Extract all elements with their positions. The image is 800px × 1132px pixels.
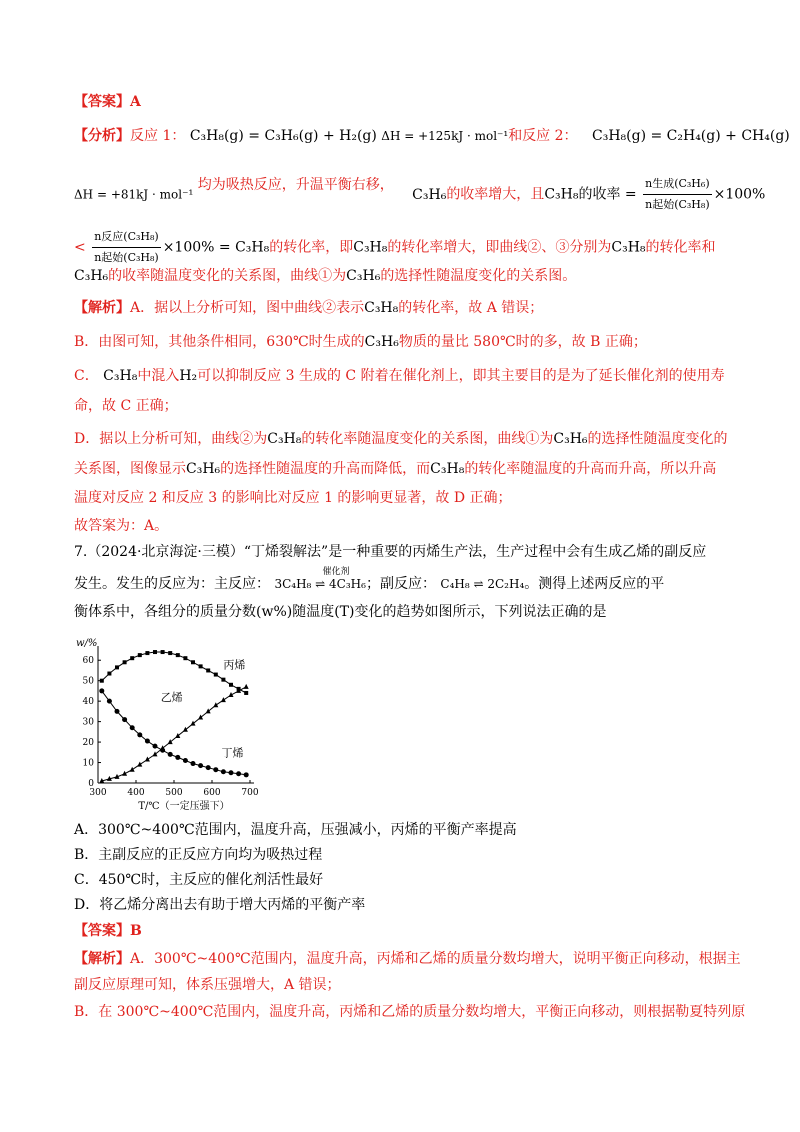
jiexi-line-D2 [74, 459, 716, 479]
q7-stem-1 [74, 542, 706, 562]
point-丙烯 [138, 653, 142, 657]
point-丁烯 [107, 699, 112, 704]
point-丁烯 [160, 748, 165, 753]
jiexi-line-B [74, 332, 647, 352]
c3h6-formula: C₃H₆ [553, 431, 588, 447]
point-丙烯 [229, 683, 233, 687]
option-B-text: B．主副反应的正反应方向均为吸热过程 [74, 847, 323, 863]
point-丁烯 [183, 758, 188, 763]
point-乙烯 [145, 756, 150, 761]
x-tick-label: 400 [127, 788, 145, 798]
jiexi-D-text-7: 温度对反应 2 和反应 3 的影响比对反应 1 的影响更显著，故 D 正确； [74, 490, 512, 506]
x-axis-label: T/℃（一定压强下） [138, 801, 230, 812]
point-丙烯 [168, 651, 172, 655]
main-reaction-equation: 3C₄H₈ ⇌ 4C₃H₆ [274, 577, 366, 591]
point-丙烯 [123, 660, 127, 664]
jiexi-line-C [74, 366, 725, 386]
h2-formula: H₂ [179, 368, 198, 384]
q7-stem-text-3: ；副反应： [365, 576, 436, 592]
c3h6-formula: C₃H₆ [412, 186, 447, 203]
y-axis-label: w/% [76, 638, 98, 649]
q7-stem-3 [74, 602, 606, 622]
point-丁烯 [198, 763, 203, 768]
point-丁烯 [153, 744, 158, 749]
point-丙烯 [161, 650, 165, 654]
q7-jiexi-A [74, 949, 741, 969]
q7-jiexi-A2 [74, 975, 341, 995]
point-丙烯 [214, 673, 218, 677]
side-reaction-equation: C₄H₈ ⇌ 2C₂H₄ [440, 577, 525, 591]
analysis-line-4 [74, 266, 576, 286]
point-丙烯 [191, 660, 195, 664]
catalyst-label: 催化剂 [322, 567, 350, 577]
q7-stem-2 [74, 567, 665, 594]
point-丁烯 [122, 717, 127, 722]
point-丙烯 [115, 665, 119, 669]
point-丙烯 [244, 691, 248, 695]
answer-value: A [130, 94, 141, 110]
endothermic-text: 均为吸热反应，升温平衡右移， [197, 176, 394, 193]
y-tick-label: 0 [88, 779, 94, 789]
point-乙烯 [191, 721, 196, 726]
q7-answer-line [74, 921, 142, 941]
point-丙烯 [145, 651, 149, 655]
jiexi-C-end: 命，故 C 正确； [74, 398, 178, 414]
point-丁烯 [229, 770, 234, 775]
c3h8-formula: C₃H₈ [364, 300, 399, 316]
c3h8-formula: C₃H₈ [235, 239, 270, 256]
point-丁烯 [145, 739, 150, 744]
reaction-1-enthalpy: ΔH = +125kJ · mol⁻¹ [381, 129, 509, 143]
times-100-eq: ×100% = [162, 239, 231, 256]
jiexi-D-text-6: 的转化率随温度的升高而升高，所以升高 [464, 461, 717, 477]
reaction-2-label: 和反应 2： [508, 128, 578, 144]
c3h6-formula: C₃H₆ [186, 461, 221, 477]
point-丁烯 [244, 772, 249, 777]
jiexi-B-text: B．由图可知，其他条件相同，630℃时生成的 [74, 334, 365, 350]
reaction-2-equation: C₃H₈(g) = C₂H₄(g) + CH₄(g) [592, 128, 790, 144]
q7-jiexi-A-text: A．300℃~400℃范围内，温度升高，丙烯和乙烯的质量分数均增大，说明平衡正向移动，根据主 [130, 951, 741, 967]
c3h8-formula: C₃H₈ [353, 239, 388, 256]
yield-fraction-denominator: n起始(C₃H₈) [645, 198, 710, 211]
jiexi-C-text-2: 可以抑制反应 3 生成的 C 附着在催化剂上，即其主要目的是为了延长催化剂的使用寿 [197, 368, 725, 384]
jiexi-A-text: A．据以上分析可知，图中曲线②表示 [130, 300, 365, 316]
q7-stem-text-1: 7.（2024·北京海淀·三模）“丁烯裂解法”是一种重要的丙烯生产法，生产过程中会有生成乙烯的副反应 [74, 544, 707, 560]
jiexi-D-text-2: 的转化率随温度变化的关系图，曲线①为 [301, 431, 554, 447]
jiexi-D-text-5: 的选择性随温度的升高而降低，而 [220, 461, 431, 477]
point-丁烯 [130, 725, 135, 730]
point-乙烯 [175, 733, 180, 738]
reaction-1-equation: C₃H₈(g) = C₃H₆(g) + H₂(g) [189, 128, 377, 144]
point-丁烯 [99, 688, 104, 693]
times-100: ×100% [713, 186, 766, 203]
point-丁烯 [175, 755, 180, 760]
point-丁烯 [221, 769, 226, 774]
q7-option-A [74, 820, 517, 840]
y-tick-label: 50 [82, 676, 94, 687]
point-丙烯 [107, 672, 111, 676]
y-tick-label: 40 [82, 697, 94, 708]
c3h6-formula: C₃H₆ [346, 268, 381, 284]
q7-option-B [74, 845, 322, 865]
q7-option-C [74, 870, 323, 890]
x-tick-label: 600 [203, 788, 221, 798]
x-tick-label: 500 [165, 788, 183, 798]
curve-1-text: 的收率随温度变化的关系图，曲线①为 [108, 268, 347, 284]
less-than: < [74, 239, 86, 256]
q7-stem-text-4: 。测得上述两反应的平 [524, 576, 665, 592]
point-丙烯 [153, 650, 157, 654]
point-丁烯 [206, 765, 211, 770]
jiexi-line-A [74, 298, 543, 318]
c3h8-formula: C₃H₈ [611, 239, 646, 256]
q7-jiexi-B-text: B．在 300℃~400℃范围内，温度升高，丙烯和乙烯的质量分数均增大，平衡正向移动，则根据勒夏特列原 [74, 1004, 746, 1020]
q7-answer-tag: 【答案】 [74, 923, 130, 939]
point-丁烯 [168, 752, 173, 757]
jiexi-B-end: 物质的量比 580℃时的多，故 B 正确； [398, 334, 647, 350]
option-D-text: D．将乙烯分离出去有助于增大丙烯的平衡产率 [74, 897, 366, 913]
point-丙烯 [221, 678, 225, 682]
point-丁烯 [236, 771, 241, 776]
conclusion-line [74, 516, 168, 536]
q7-option-D [74, 895, 365, 915]
point-乙烯 [130, 767, 135, 772]
main-reaction [274, 567, 366, 594]
yield-fraction-numerator: n生成(C₃H₆) [643, 174, 712, 195]
q7-stem-text-5: 衡体系中，各组分的质量分数(w%)随温度(T)变化的趋势如图所示，下列说法正确的是 [74, 604, 607, 620]
point-丙烯 [199, 664, 203, 668]
conversion-fraction-denominator: n起始(C₃H₈) [94, 251, 159, 264]
series-label-丙烯: 丙烯 [223, 658, 246, 672]
conversion-text: 的转化率，即 [269, 239, 354, 256]
jiexi-A-end: 的转化率，故 A 错误； [398, 300, 544, 316]
selectivity-text: 的选择性随温度变化的关系图。 [380, 268, 577, 284]
point-丙烯 [206, 668, 210, 672]
point-丙烯 [176, 653, 180, 657]
reaction-1-label: 反应 1： [130, 128, 186, 144]
series-label-丁烯: 丁烯 [221, 746, 244, 760]
point-乙烯 [213, 702, 218, 707]
jiexi-tag: 【解析】 [74, 300, 130, 316]
point-丁烯 [115, 709, 120, 714]
y-tick-label: 60 [82, 656, 94, 667]
y-tick-label: 30 [82, 717, 94, 728]
option-C-text: C．450℃时，主反应的催化剂活性最好 [74, 872, 324, 888]
point-乙烯 [244, 684, 249, 689]
point-乙烯 [168, 739, 173, 744]
point-丁烯 [191, 761, 196, 766]
x-tick-label: 300 [89, 788, 107, 798]
jiexi-D-text-4: 关系图，图像显示 [74, 461, 186, 477]
q7-stem-text-2: 发生。发生的反应为：主反应： [74, 576, 270, 592]
jiexi-D-text: D．据以上分析可知，曲线②为 [74, 431, 268, 447]
c3h8-formula: C₃H₈ [430, 461, 465, 477]
option-A-text: A．300℃~400℃范围内，温度升高，压强减小，丙烯的平衡产率提高 [74, 822, 517, 838]
jiexi-line-D3 [74, 488, 512, 508]
y-tick-label: 10 [82, 758, 94, 769]
point-丙烯 [130, 656, 134, 660]
yield-fraction [643, 174, 712, 215]
analysis-line-1 [74, 126, 790, 146]
conversion-fraction-numerator: n反应(C₃H₈) [92, 227, 161, 248]
analysis-line-2 [74, 174, 765, 215]
point-乙烯 [198, 715, 203, 720]
point-丁烯 [137, 732, 142, 737]
point-乙烯 [137, 762, 142, 767]
c3h8-formula: C₃H₈ [267, 431, 302, 447]
point-乙烯 [206, 708, 211, 713]
q7-jiexi-A-text-2: 副反应原理可知，体系压强增大，A 错误； [74, 977, 341, 993]
yield-definition: 的收率 = [578, 186, 637, 203]
y-tick-label: 20 [82, 738, 94, 749]
jiexi-D-text-3: 的选择性随温度变化的 [587, 431, 728, 447]
conversion-and-text: 的转化率和 [645, 239, 716, 256]
answer-tag: 【答案】 [74, 94, 130, 110]
curve-text: 的转化率增大，即曲线②、③分别为 [387, 239, 612, 256]
c3h8-formula: C₃H₈ [544, 186, 579, 203]
c3h6-formula: C₃H₆ [364, 334, 399, 350]
conclusion: 故答案为：A。 [74, 518, 169, 534]
yield-text: 的收率增大，且 [446, 186, 545, 203]
jiexi-C-label: C． [74, 368, 99, 384]
point-乙烯 [153, 751, 158, 756]
answer-line [74, 92, 141, 112]
reaction-2-enthalpy: ΔH = +81kJ · mol⁻¹ [74, 187, 194, 202]
q7-answer-value: B [130, 923, 142, 939]
point-丙烯 [183, 656, 187, 660]
q7-jiexi-tag: 【解析】 [74, 951, 130, 967]
point-丙烯 [100, 679, 104, 683]
c3h6-formula: C₃H₆ [74, 268, 109, 284]
analysis-tag: 【分析】 [74, 128, 130, 144]
analysis-line-3 [74, 227, 716, 268]
chart-svg [74, 638, 274, 813]
series-label-乙烯: 乙烯 [160, 691, 183, 705]
point-乙烯 [221, 697, 226, 702]
q7-jiexi-B [74, 1002, 745, 1022]
x-tick-label: 700 [241, 788, 259, 798]
conversion-fraction [92, 227, 161, 268]
point-乙烯 [183, 727, 188, 732]
jiexi-line-D [74, 429, 728, 449]
equilibrium-chart [74, 638, 274, 817]
c3h8-formula: C₃H₈ [103, 368, 138, 384]
point-丁烯 [213, 767, 218, 772]
jiexi-C-text: 中混入 [137, 368, 180, 384]
jiexi-line-C2 [74, 396, 178, 416]
